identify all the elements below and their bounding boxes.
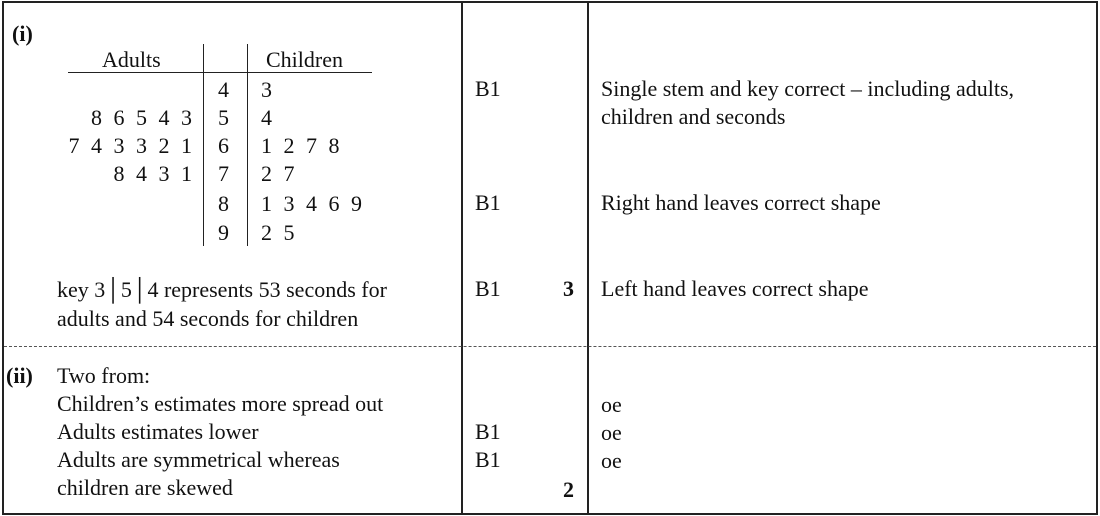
total-i: 3 [563, 276, 574, 301]
mark-i-2: B1 [475, 190, 501, 215]
comment-i-2: Right hand leaves correct shape [601, 190, 881, 215]
mark-ii-2: B1 [475, 447, 501, 472]
stem-row-4: 8 [218, 191, 229, 216]
key-line-2: adults and 54 seconds for children [57, 306, 359, 331]
table-left-border [2, 1, 4, 514]
stem-row-1: 5 [218, 105, 229, 130]
header-rule [68, 72, 372, 73]
table-right-border [1096, 1, 1098, 514]
answer-ii-line-2: Adults estimates lower [57, 419, 259, 444]
adults-header: Adults [102, 47, 161, 72]
children-leaves-row-1: 4 [261, 105, 275, 130]
adults-leaves-row-1: 8 6 5 4 3 [91, 105, 195, 130]
section-divider [4, 346, 1096, 347]
part-ii-label: (ii) [6, 363, 33, 388]
column-divider-mark [587, 1, 589, 514]
stem-right-rule [247, 44, 248, 246]
stem-row-2: 6 [218, 133, 229, 158]
part-i-label: (i) [12, 21, 33, 46]
key-line-1: key 3│5│4 represents 53 seconds for [57, 277, 387, 302]
children-leaves-row-3: 2 7 [261, 161, 298, 186]
children-leaves-row-2: 1 2 7 8 [261, 133, 343, 158]
comment-ii-3: oe [601, 448, 622, 473]
mark-ii-1: B1 [475, 419, 501, 444]
answer-ii-line-4: children are skewed [57, 475, 233, 500]
column-divider-answer [461, 1, 463, 514]
adults-leaves-row-2: 7 4 3 3 2 1 [68, 133, 195, 158]
answer-ii-line-1: Children’s estimates more spread out [57, 391, 384, 416]
comment-ii-1: oe [601, 392, 622, 417]
stem-row-5: 9 [218, 220, 229, 245]
children-leaves-row-5: 2 5 [261, 220, 298, 245]
stem-row-3: 7 [218, 161, 229, 186]
comment-i-3: Left hand leaves correct shape [601, 276, 869, 301]
table-bottom-border [2, 513, 1098, 515]
children-header: Children [266, 47, 343, 72]
stem-row-0: 4 [218, 77, 229, 102]
comment-i-1-cont: children and seconds [601, 104, 786, 129]
mark-i-1: B1 [475, 76, 501, 101]
comment-i-1: Single stem and key correct – including adults, [601, 76, 1015, 101]
adults-leaves-row-3: 8 4 3 1 [113, 161, 195, 186]
children-leaves-row-4: 1 3 4 6 9 [261, 191, 365, 216]
comment-ii-2: oe [601, 420, 622, 445]
mark-i-3: B1 [475, 276, 501, 301]
table-top-border [2, 1, 1098, 3]
answer-ii-line-0: Two from: [57, 363, 151, 388]
total-ii: 2 [563, 477, 574, 502]
answer-ii-line-3: Adults are symmetrical whereas [57, 447, 340, 472]
children-leaves-row-0: 3 [261, 77, 275, 102]
stem-left-rule [203, 44, 204, 246]
